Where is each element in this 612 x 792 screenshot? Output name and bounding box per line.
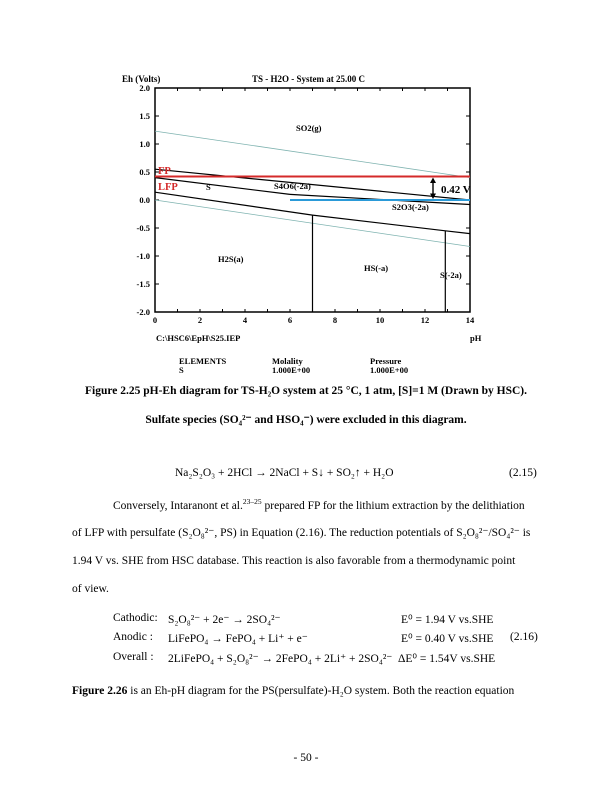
- svg-text:S4O6(-2a): S4O6(-2a): [274, 181, 311, 191]
- paragraph-1-line-3: 1.94 V vs. SHE from HSC database. This reaction is also favorable from a thermodynamic point: [72, 555, 516, 567]
- equation-2-15-number: (2.15): [509, 467, 537, 479]
- svg-text:-0.5: -0.5: [136, 223, 150, 233]
- svg-text:S(-2a): S(-2a): [440, 270, 462, 280]
- eq-216-overall-reaction: 2LiFePO₄ + S₂O₈²⁻ → 2FePO₄ + 2Li⁺ + 2SO₄²⁻: [168, 653, 393, 665]
- svg-text:1.000E+00: 1.000E+00: [272, 365, 311, 375]
- eh-ph-diagram: [0, 0, 612, 380]
- svg-text:SO2(g): SO2(g): [296, 123, 322, 133]
- svg-text:S: S: [179, 365, 184, 375]
- svg-text:8: 8: [332, 315, 338, 325]
- svg-text:HS(-a): HS(-a): [364, 263, 389, 273]
- figure-caption-line1: Figure 2.25 pH-Eh diagram for TS-H₂O system at 25 °C, 1 atm, [S]=1 M (Drawn by HSC).: [84, 385, 527, 397]
- region-labels: [206, 123, 462, 280]
- para1-text-b: prepared FP for the lithium extraction by the delithiation: [261, 500, 525, 512]
- file-path-label: C:\HSC6\EpH\S25.IEP: [156, 333, 241, 343]
- svg-text:6: 6: [287, 315, 293, 325]
- x-ticks: [153, 315, 475, 325]
- svg-text:-1.0: -1.0: [136, 251, 150, 261]
- svg-text:1.0: 1.0: [139, 139, 150, 149]
- svg-text:2: 2: [197, 315, 203, 325]
- y-axis-label: Eh (Volts): [122, 74, 161, 84]
- eq-216-overall-label: Overall :: [113, 651, 154, 663]
- svg-text:12: 12: [420, 315, 430, 325]
- svg-text:Pressure: Pressure: [370, 356, 402, 366]
- svg-text:-2.0: -2.0: [136, 307, 150, 317]
- para2-text: is an Eh-pH diagram for the PS(persulfate)-H₂O system. Both the reaction equation: [127, 685, 515, 697]
- equation-2-15: Na₂S₂O₃ + 2HCl → 2NaCl + S↓ + SO₂↑ + H₂O: [175, 467, 394, 479]
- para1-text-a: Conversely, Intaranont et al.: [113, 500, 243, 512]
- svg-text:10: 10: [375, 315, 385, 325]
- chart-svg: [0, 0, 612, 380]
- svg-text:4: 4: [242, 315, 248, 325]
- svg-text:14: 14: [465, 315, 475, 325]
- svg-text:2.0: 2.0: [139, 83, 150, 93]
- svg-text:1.5: 1.5: [139, 111, 150, 121]
- svg-text:0.5: 0.5: [139, 167, 150, 177]
- paragraph-1-line-1: [113, 498, 525, 514]
- svg-text:Molality: Molality: [272, 356, 303, 366]
- svg-text:0: 0: [152, 315, 158, 325]
- citation-ref: 23–25: [242, 497, 262, 507]
- eq-216-anodic-potential: E⁰ = 0.40 V vs.SHE: [401, 633, 494, 645]
- lfp-label: LFP: [158, 182, 178, 193]
- eq-216-cathodic-reaction: S₂O₈²⁻ + 2e⁻ → 2SO₄²⁻: [168, 614, 281, 626]
- svg-text:0.0: 0.0: [139, 195, 150, 205]
- chart-title: TS - H2O - System at 25.00 C: [252, 74, 365, 84]
- paragraph-1-line-4: of view.: [72, 583, 109, 595]
- y-ticks: [137, 83, 150, 317]
- paragraph-1-line-2: of LFP with persulfate (S₂O₈²⁻, PS) in Equation (2.16). The reduction potentials of S₂O₈²⁻/SO₄²⁻ is: [72, 527, 531, 539]
- svg-text:H2S(a): H2S(a): [218, 254, 244, 264]
- potential-gap-label: 0.42 V: [441, 184, 471, 196]
- eq-216-anodic-label: Anodic :: [113, 631, 153, 643]
- fp-label: FP: [158, 166, 171, 177]
- water-upper-line: [155, 131, 470, 178]
- svg-text:-1.5: -1.5: [136, 279, 150, 289]
- svg-text:ELEMENTS: ELEMENTS: [179, 356, 227, 366]
- chart-footer: [179, 356, 408, 375]
- svg-text:S: S: [206, 182, 211, 192]
- page-number: - 50 -: [293, 752, 319, 764]
- eq-216-anodic-reaction: LiFePO₄ → FePO₄ + Li⁺ + e⁻: [168, 633, 308, 645]
- eq-216-cathodic-label: Cathodic:: [113, 612, 158, 624]
- svg-text:1.000E+00: 1.000E+00: [370, 365, 409, 375]
- paragraph-2-line-1: [72, 683, 514, 699]
- phase-boundaries: [155, 169, 470, 312]
- equation-2-16-number: (2.16): [510, 631, 538, 643]
- svg-text:S2O3(-2a): S2O3(-2a): [392, 202, 429, 212]
- figure-2-26-reference: Figure 2.26: [72, 685, 128, 697]
- figure-caption-line2: Sulfate species (SO₄²⁻ and HSO₄⁻) were excluded in this diagram.: [145, 414, 467, 426]
- eq-216-overall-potential: ΔE⁰ = 1.54V vs.SHE: [398, 653, 496, 665]
- eq-216-cathodic-potential: E⁰ = 1.94 V vs.SHE: [401, 614, 494, 626]
- x-axis-label: pH: [470, 333, 482, 343]
